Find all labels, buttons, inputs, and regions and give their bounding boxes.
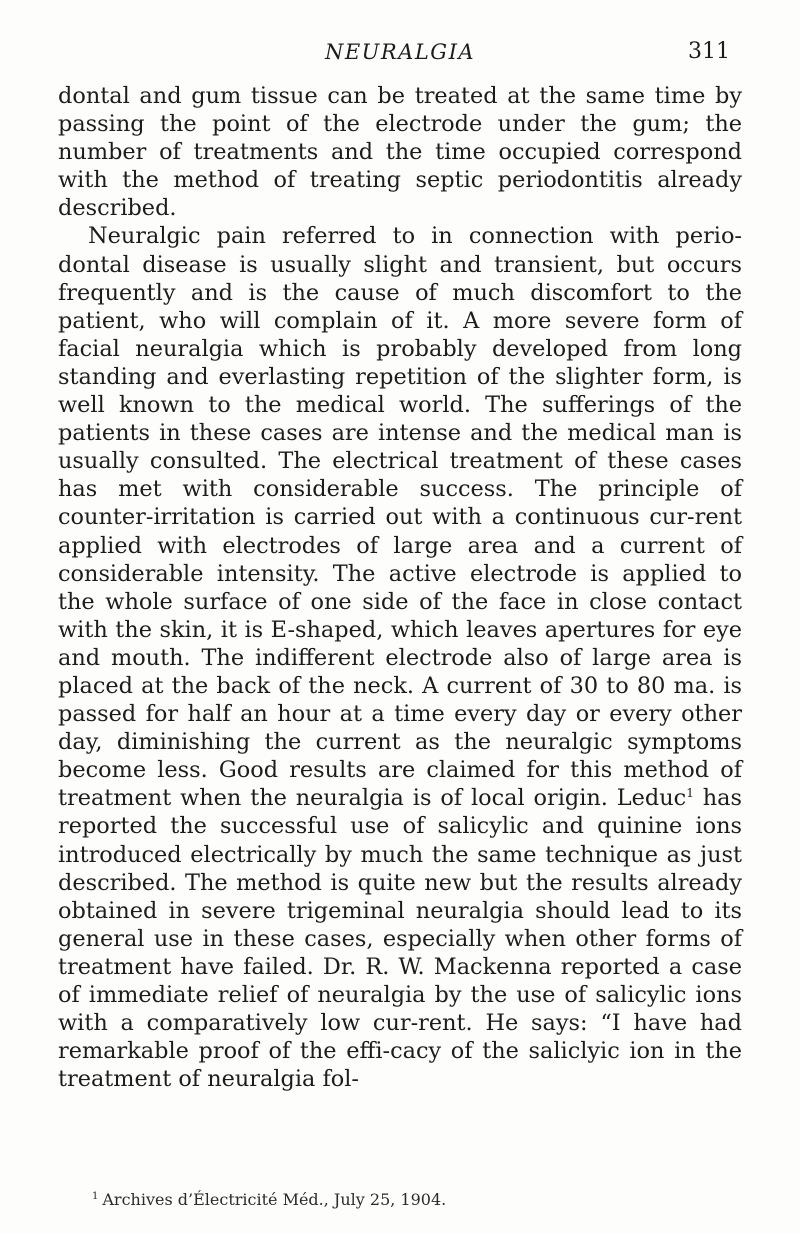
paragraph-2: [58, 222, 742, 1093]
footnote: [92, 1190, 742, 1210]
footnote-mark: 1: [92, 1191, 99, 1202]
paragraph-1: dontal and gum tissue can be treated at the same time by passing the point of the electrode under the gum; the number of treatments and the time occupied correspond with the method of treating septic periodontitis already described.: [58, 83, 742, 222]
page-header: [0, 36, 800, 70]
footnote-reference: 1: [686, 786, 694, 801]
footnote-text: Archives d’Électricité Méd., July 25, 1904.: [102, 1190, 447, 1209]
paragraph-2-part-b: has reported the successful use of salicylic and quinine ions introduced electrically by much the same technique as just described. The method is quite new but the results already obtained in severe trigeminal neuralgia should lead to its general use in these cases, especially when other forms of treatment have failed. Dr. R. W. Mackenna reported a case of immediate relief of neuralgia by the use of salicylic ions with a comparatively low cur-rent. He says: “I have had remarkable proof of the effi-cacy of the saliclyic ion in the treatment of neuralgia fol-: [58, 785, 742, 1093]
page-number: 311: [688, 39, 730, 64]
paragraph-2-part-a: Neuralgic pain referred to in connection with perio-dontal disease is usually slight and transient, but occurs frequently and is the cause of much discomfort to the patient, who will complain of it. A more severe form of facial neuralgia which is probably developed from long standing and everlasting repetition of the slighter form, is well known to the medical world. The sufferings of the patients in these cases are intense and the medical man is usually consulted. The electrical treatment of these cases has met with considerable success. The principle of counter-irritation is carried out with a continuous cur-rent applied with electrodes of large area and a current of considerable intensity. The active electrode is applied to the whole surface of one side of the face in close contact with the skin, it is E-shaped, which leaves apertures for eye and mouth. The indifferent electrode also of large area is placed at the back of the neck. A current of 30 to 80 ma. is passed for half an hour at a time every day or every other day, diminishing the current as the neuralgic symptoms become less. Good results are claimed for this method of treatment when the neuralgia is of local origin. Leduc: [58, 223, 742, 812]
body-text: [58, 82, 742, 1093]
running-title: NEURALGIA: [324, 40, 476, 64]
